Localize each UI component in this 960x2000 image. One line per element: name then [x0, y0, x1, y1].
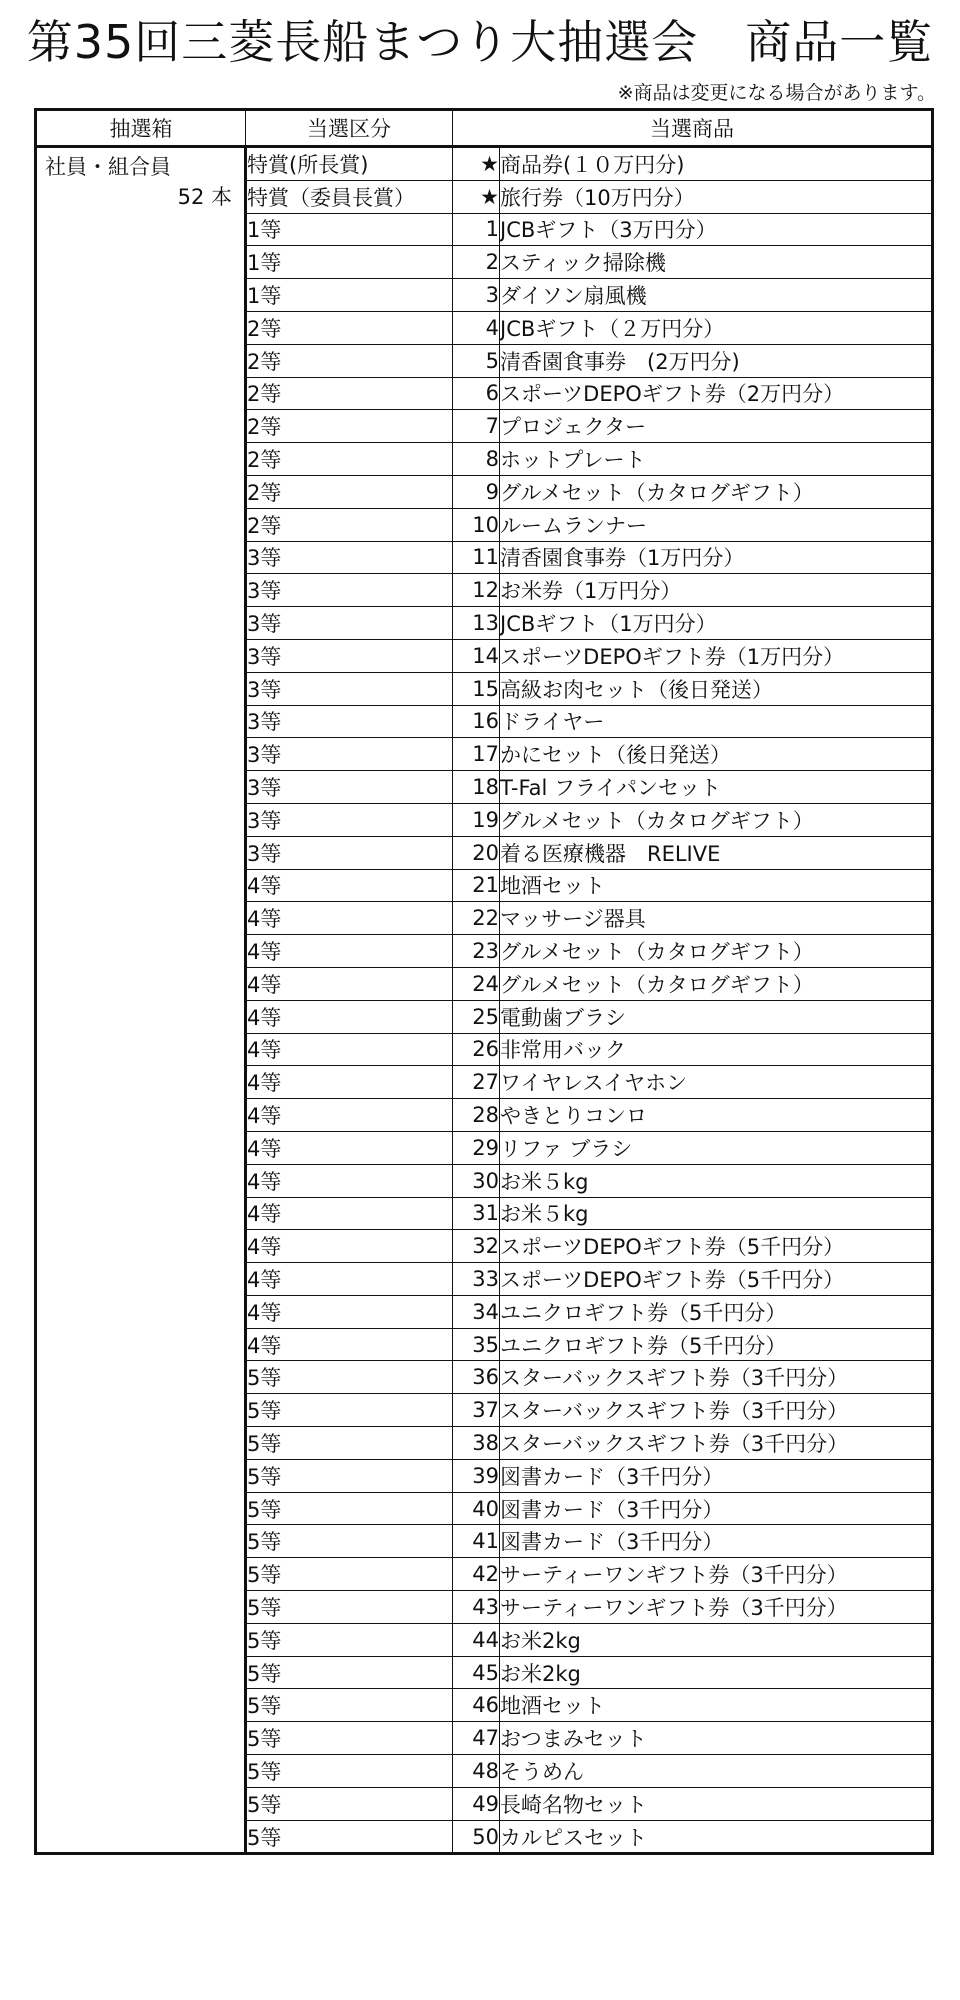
prize-item: サーティーワンギフト券（3千円分）: [500, 1558, 933, 1591]
prize-category: 5等: [246, 1689, 453, 1722]
prize-number: 22: [453, 902, 500, 935]
prize-number: 11: [453, 541, 500, 574]
prize-number: 16: [453, 705, 500, 738]
prize-item: 商品券(１０万円分): [500, 147, 933, 181]
prize-number: 24: [453, 967, 500, 1000]
prize-category: 1等: [246, 279, 453, 312]
prize-item: ドライヤー: [500, 705, 933, 738]
prize-table: [34, 108, 934, 1855]
prize-number: 9: [453, 475, 500, 508]
prize-number: 47: [453, 1722, 500, 1755]
prize-number: 17: [453, 738, 500, 771]
prize-number: 38: [453, 1427, 500, 1460]
lottery-box-cell: [36, 147, 246, 1854]
prize-item: スポーツDEPOギフト券（5千円分）: [500, 1263, 933, 1296]
prize-item: ホットプレート: [500, 443, 933, 476]
prize-category: 特賞（委員長賞）: [246, 180, 453, 213]
prize-category: 2等: [246, 311, 453, 344]
prize-number: 40: [453, 1492, 500, 1525]
prize-item: 非常用バック: [500, 1033, 933, 1066]
prize-category: 4等: [246, 1066, 453, 1099]
prize-item: ユニクロギフト券（5千円分）: [500, 1295, 933, 1328]
prize-number: 43: [453, 1591, 500, 1624]
prize-category: 4等: [246, 1230, 453, 1263]
prize-number: 26: [453, 1033, 500, 1066]
prize-number: 19: [453, 803, 500, 836]
prize-number: 48: [453, 1755, 500, 1788]
prize-category: 4等: [246, 869, 453, 902]
prize-number: 23: [453, 935, 500, 968]
prize-number: 6: [453, 377, 500, 410]
prize-category: 5等: [246, 1820, 453, 1854]
prize-item: スターバックスギフト券（3千円分）: [500, 1394, 933, 1427]
prize-category: 3等: [246, 705, 453, 738]
prize-number: 42: [453, 1558, 500, 1591]
prize-number: ★: [453, 147, 500, 181]
prize-category: 3等: [246, 672, 453, 705]
prize-item: お米2kg: [500, 1656, 933, 1689]
prize-item: マッサージ器具: [500, 902, 933, 935]
prize-item: かにセット（後日発送）: [500, 738, 933, 771]
prize-item: おつまみセット: [500, 1722, 933, 1755]
prize-category: 5等: [246, 1394, 453, 1427]
prize-number: 15: [453, 672, 500, 705]
prize-number: 5: [453, 344, 500, 377]
prize-category: 5等: [246, 1558, 453, 1591]
prize-item: JCBギフト（1万円分）: [500, 607, 933, 640]
prize-item: お米５kg: [500, 1164, 933, 1197]
prize-category: 5等: [246, 1427, 453, 1460]
prize-category: 3等: [246, 803, 453, 836]
prize-number: 35: [453, 1328, 500, 1361]
prize-number: 1: [453, 213, 500, 246]
prize-category: 5等: [246, 1656, 453, 1689]
prize-category: 3等: [246, 836, 453, 869]
prize-item: カルピスセット: [500, 1820, 933, 1854]
prize-category: 3等: [246, 639, 453, 672]
prize-item: 長崎名物セット: [500, 1787, 933, 1820]
prize-item: 旅行券（10万円分）: [500, 180, 933, 213]
prize-number: ★: [453, 180, 500, 213]
prize-item: やきとりコンロ: [500, 1099, 933, 1132]
prize-item: 図書カード（3千円分）: [500, 1525, 933, 1558]
box-count: 52 本: [177, 185, 232, 209]
prize-number: 45: [453, 1656, 500, 1689]
header-row: [36, 110, 933, 147]
prize-item: 図書カード（3千円分）: [500, 1492, 933, 1525]
prize-category: 5等: [246, 1755, 453, 1788]
prize-item: スターバックスギフト券（3千円分）: [500, 1427, 933, 1460]
prize-category: 4等: [246, 1033, 453, 1066]
prize-number: 46: [453, 1689, 500, 1722]
prize-number: 50: [453, 1820, 500, 1854]
prize-category: 5等: [246, 1623, 453, 1656]
prize-number: 39: [453, 1459, 500, 1492]
prize-number: 29: [453, 1131, 500, 1164]
prize-number: 49: [453, 1787, 500, 1820]
prize-category: 3等: [246, 541, 453, 574]
prize-item: お米2kg: [500, 1623, 933, 1656]
prize-item: 着る医療機器 RELIVE: [500, 836, 933, 869]
prize-number: 41: [453, 1525, 500, 1558]
prize-category: 4等: [246, 1263, 453, 1296]
prize-number: 14: [453, 639, 500, 672]
prize-category: 5等: [246, 1492, 453, 1525]
header-category: 当選区分: [246, 110, 453, 147]
prize-item: グルメセット（カタログギフト）: [500, 935, 933, 968]
prize-item: ルームランナー: [500, 508, 933, 541]
prize-category: 3等: [246, 738, 453, 771]
prize-category: 5等: [246, 1722, 453, 1755]
prize-item: リファ ブラシ: [500, 1131, 933, 1164]
prize-item: ワイヤレスイヤホン: [500, 1066, 933, 1099]
prize-item: スポーツDEPOギフト券（5千円分）: [500, 1230, 933, 1263]
prize-item: サーティーワンギフト券（3千円分）: [500, 1591, 933, 1624]
prize-category: 2等: [246, 475, 453, 508]
prize-item: スティック掃除機: [500, 246, 933, 279]
change-notice: ※商品は変更になる場合があります。: [617, 82, 936, 104]
prize-category: 2等: [246, 508, 453, 541]
prize-item: 電動歯ブラシ: [500, 1000, 933, 1033]
prize-category: 5等: [246, 1361, 453, 1394]
prize-category: 4等: [246, 1099, 453, 1132]
prize-item: ダイソン扇風機: [500, 279, 933, 312]
prize-number: 27: [453, 1066, 500, 1099]
prize-item: プロジェクター: [500, 410, 933, 443]
prize-category: 4等: [246, 1000, 453, 1033]
prize-number: 32: [453, 1230, 500, 1263]
prize-category: 4等: [246, 902, 453, 935]
prize-category: 4等: [246, 1295, 453, 1328]
prize-item: グルメセット（カタログギフト）: [500, 475, 933, 508]
prize-item: 清香園食事券 (2万円分): [500, 344, 933, 377]
prize-number: 21: [453, 869, 500, 902]
prize-category: 3等: [246, 607, 453, 640]
prize-category: 2等: [246, 377, 453, 410]
prize-item: JCBギフト（２万円分）: [500, 311, 933, 344]
prize-category: 4等: [246, 1131, 453, 1164]
prize-number: 20: [453, 836, 500, 869]
prize-item: 地酒セット: [500, 1689, 933, 1722]
prize-category: 5等: [246, 1459, 453, 1492]
prize-category: 5等: [246, 1525, 453, 1558]
prize-category: 4等: [246, 967, 453, 1000]
prize-category: 1等: [246, 213, 453, 246]
prize-item: ユニクロギフト券（5千円分）: [500, 1328, 933, 1361]
prize-category: 4等: [246, 1328, 453, 1361]
prize-item: スポーツDEPOギフト券（1万円分）: [500, 639, 933, 672]
table-row: [36, 147, 933, 181]
prize-item: スターバックスギフト券（3千円分）: [500, 1361, 933, 1394]
prize-category: 5等: [246, 1591, 453, 1624]
prize-number: 44: [453, 1623, 500, 1656]
prize-number: 33: [453, 1263, 500, 1296]
prize-number: 18: [453, 771, 500, 804]
prize-number: 13: [453, 607, 500, 640]
header-box: 抽選箱: [36, 110, 246, 147]
header-prize: 当選商品: [453, 110, 933, 147]
prize-number: 37: [453, 1394, 500, 1427]
prize-number: 36: [453, 1361, 500, 1394]
prize-item: グルメセット（カタログギフト）: [500, 803, 933, 836]
prize-number: 4: [453, 311, 500, 344]
prize-number: 7: [453, 410, 500, 443]
prize-number: 12: [453, 574, 500, 607]
box-name: 社員・組合員: [45, 155, 171, 179]
prize-number: 3: [453, 279, 500, 312]
prize-category: 4等: [246, 1164, 453, 1197]
prize-number: 31: [453, 1197, 500, 1230]
prize-item: 清香園食事券（1万円分）: [500, 541, 933, 574]
prize-category: 1等: [246, 246, 453, 279]
prize-category: 5等: [246, 1787, 453, 1820]
prize-number: 28: [453, 1099, 500, 1132]
prize-category: 特賞(所長賞): [246, 147, 453, 181]
prize-number: 2: [453, 246, 500, 279]
prize-item: 地酒セット: [500, 869, 933, 902]
prize-item: 図書カード（3千円分）: [500, 1459, 933, 1492]
prize-number: 10: [453, 508, 500, 541]
prize-item: お米券（1万円分）: [500, 574, 933, 607]
prize-category: 4等: [246, 935, 453, 968]
prize-item: 高級お肉セット（後日発送）: [500, 672, 933, 705]
prize-number: 34: [453, 1295, 500, 1328]
prize-item: T-Fal フライパンセット: [500, 771, 933, 804]
prize-number: 8: [453, 443, 500, 476]
prize-number: 30: [453, 1164, 500, 1197]
prize-category: 2等: [246, 443, 453, 476]
prize-category: 2等: [246, 344, 453, 377]
page-title: 第35回三菱長船まつり大抽選会 商品一覧: [26, 15, 934, 69]
prize-item: JCBギフト（3万円分）: [500, 213, 933, 246]
prize-number: 25: [453, 1000, 500, 1033]
prize-item: お米５kg: [500, 1197, 933, 1230]
prize-category: 2等: [246, 410, 453, 443]
prize-item: グルメセット（カタログギフト）: [500, 967, 933, 1000]
prize-category: 4等: [246, 1197, 453, 1230]
prize-item: そうめん: [500, 1755, 933, 1788]
prize-category: 3等: [246, 771, 453, 804]
prize-item: スポーツDEPOギフト券（2万円分）: [500, 377, 933, 410]
prize-category: 3等: [246, 574, 453, 607]
